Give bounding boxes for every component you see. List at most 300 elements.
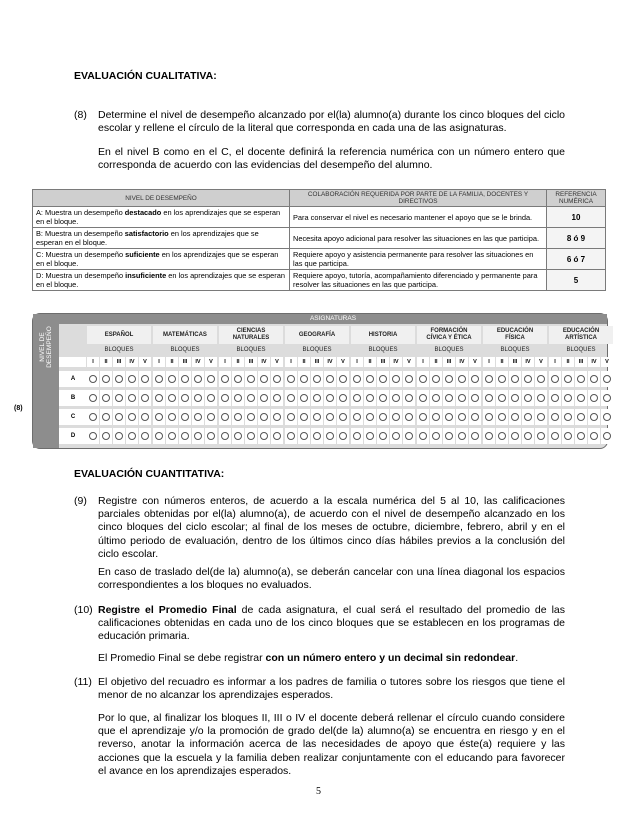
level-circle[interactable] [458, 413, 466, 421]
level-circle[interactable] [551, 413, 559, 421]
level-circle[interactable] [221, 394, 229, 402]
level-cell [337, 428, 349, 444]
level-cell [271, 371, 283, 387]
level-circle[interactable] [353, 432, 361, 440]
level-circle[interactable] [577, 375, 585, 383]
subject-header: ESPAÑOL [87, 326, 151, 344]
subject-header: HISTORIA [351, 326, 415, 344]
item-8-number: (8) [74, 109, 87, 121]
level-cell [601, 409, 613, 425]
level-circle[interactable] [89, 432, 97, 440]
level-circle[interactable] [141, 394, 149, 402]
level-cell [456, 409, 468, 425]
header-nivel: NIVEL DE DESEMPEÑO [33, 190, 290, 207]
level-cell [245, 371, 257, 387]
level-circle[interactable] [419, 394, 427, 402]
level-circle[interactable] [128, 375, 136, 383]
level-cell [496, 428, 508, 444]
level-circle[interactable] [524, 394, 532, 402]
level-cell [179, 371, 191, 387]
level-cell [588, 390, 600, 406]
level-circle[interactable] [260, 394, 268, 402]
level-circle[interactable] [207, 413, 215, 421]
level-circle[interactable] [485, 394, 493, 402]
level-cell [469, 390, 481, 406]
subject-header: MATEMÁTICAS [153, 326, 217, 344]
nivel-cell: A: Muestra un desempeño destacado en los aprendizajes que se esperan en el bloque. [33, 207, 290, 228]
level-circle[interactable] [445, 413, 453, 421]
level-circle[interactable] [326, 375, 334, 383]
level-circle[interactable] [168, 432, 176, 440]
level-cell [232, 390, 244, 406]
bloques-label: BLOQUES [434, 347, 464, 353]
level-circle[interactable] [313, 432, 321, 440]
level-circle[interactable] [300, 413, 308, 421]
table-row [33, 249, 606, 270]
level-circle[interactable] [524, 432, 532, 440]
level-circle[interactable] [485, 413, 493, 421]
level-circle[interactable] [181, 394, 189, 402]
level-circle[interactable] [141, 375, 149, 383]
bloque-roman-numeral: III [377, 357, 389, 367]
level-circle[interactable] [313, 413, 321, 421]
subject-header: CIENCIAS NATURALES [219, 326, 283, 344]
item-9-paragraph-1: Registre con números enteros, de acuerdo a la escala numérica del 5 al 10, las calificaciones parciales obtenidas por el(la) alumno(a), de acuerdo con el nivel de desempeño alcanzado en los cinco bloques del ciclo escolar; al final de los meses de octubre, diciembre, febrero, abril y en el último periodo de evaluación, dentro de los últimos cinco días hábiles previos a la conclusión del ciclo escolar. [98, 495, 565, 560]
level-circle[interactable] [102, 432, 110, 440]
level-circle[interactable] [326, 394, 334, 402]
level-circle[interactable] [207, 375, 215, 383]
level-cell [285, 371, 297, 387]
level-circle[interactable] [207, 394, 215, 402]
level-cell [549, 409, 561, 425]
level-circle[interactable] [168, 413, 176, 421]
bloque-roman-numeral: III [443, 357, 455, 367]
level-cell [258, 390, 270, 406]
table-row [33, 228, 606, 249]
level-circle[interactable] [128, 413, 136, 421]
level-row-label: B [59, 390, 87, 406]
level-cell [403, 390, 415, 406]
level-circle[interactable] [419, 375, 427, 383]
level-circle[interactable] [524, 375, 532, 383]
level-circle[interactable] [260, 375, 268, 383]
level-cell [205, 409, 217, 425]
level-circle[interactable] [115, 432, 123, 440]
bloque-roman-numeral: V [337, 357, 349, 367]
level-circle[interactable] [221, 413, 229, 421]
level-cell [443, 390, 455, 406]
level-circle[interactable] [564, 413, 572, 421]
level-cell [496, 371, 508, 387]
level-circle[interactable] [89, 394, 97, 402]
header-referencia: REFERENCIA NUMÉRICA [547, 190, 606, 207]
level-circle[interactable] [432, 394, 440, 402]
level-circle[interactable] [551, 375, 559, 383]
level-cell [324, 371, 336, 387]
header-colaboracion: COLABORACIÓN REQUERIDA POR PARTE DE LA FAMILIA, DOCENTES Y DIRECTIVOS [290, 190, 547, 207]
level-circle[interactable] [339, 375, 347, 383]
level-circle[interactable] [115, 413, 123, 421]
bloque-roman-numeral: II [298, 357, 310, 367]
level-cell [483, 390, 495, 406]
subject-header: EDUCACIÓN ARTÍSTICA [549, 326, 613, 344]
level-circle[interactable] [379, 375, 387, 383]
level-circle[interactable] [326, 413, 334, 421]
level-circle[interactable] [524, 413, 532, 421]
level-cell [87, 428, 99, 444]
level-circle[interactable] [498, 413, 506, 421]
level-cell [87, 390, 99, 406]
level-circle[interactable] [181, 375, 189, 383]
level-circle[interactable] [445, 394, 453, 402]
ref-cell: 5 [547, 270, 606, 291]
colab-cell: Para conservar el nivel es necesario mantener el apoyo que se le brinda. [290, 207, 547, 228]
bloque-roman-numeral: IV [126, 357, 138, 367]
level-circle[interactable] [603, 432, 611, 440]
level-circle[interactable] [511, 413, 519, 421]
level-circle[interactable] [590, 375, 598, 383]
level-circle[interactable] [155, 432, 163, 440]
table-row [33, 270, 606, 291]
level-circle[interactable] [590, 394, 598, 402]
level-cell [245, 409, 257, 425]
bloque-roman-numeral: III [245, 357, 257, 367]
level-circle[interactable] [234, 394, 242, 402]
level-circle[interactable] [366, 394, 374, 402]
level-circle[interactable] [194, 375, 202, 383]
level-cell [575, 371, 587, 387]
level-circle[interactable] [458, 432, 466, 440]
level-circle[interactable] [115, 394, 123, 402]
level-circle[interactable] [313, 375, 321, 383]
level-cell [443, 371, 455, 387]
level-circle[interactable] [511, 394, 519, 402]
table-row [33, 207, 606, 228]
level-cell [126, 409, 138, 425]
level-circle[interactable] [128, 394, 136, 402]
level-circle[interactable] [353, 375, 361, 383]
level-circle[interactable] [89, 413, 97, 421]
level-circle[interactable] [234, 375, 242, 383]
level-circle[interactable] [537, 432, 545, 440]
level-circle[interactable] [405, 394, 413, 402]
level-cell [377, 428, 389, 444]
level-cell [245, 390, 257, 406]
level-cell [469, 428, 481, 444]
bloque-roman-numeral: III [311, 357, 323, 367]
level-cell [337, 409, 349, 425]
level-circle[interactable] [392, 394, 400, 402]
level-circle[interactable] [155, 375, 163, 383]
level-cell [298, 390, 310, 406]
subject-header: FORMACIÓN CÍVICA Y ÉTICA [417, 326, 481, 344]
level-circle[interactable] [485, 432, 493, 440]
level-cell [153, 409, 165, 425]
level-circle[interactable] [247, 432, 255, 440]
level-circle[interactable] [537, 375, 545, 383]
level-cell [126, 428, 138, 444]
level-circle[interactable] [564, 394, 572, 402]
level-cell [417, 390, 429, 406]
level-circle[interactable] [273, 394, 281, 402]
item-8-paragraph-2: En el nivel B como en el C, el docente definirá la referencia numérica con un número entero que corresponda de acuerdo con las evidencias del desempeño del alumno. [98, 146, 565, 172]
level-circle[interactable] [392, 375, 400, 383]
level-cell [232, 371, 244, 387]
level-circle[interactable] [471, 413, 479, 421]
bloque-roman-numeral: II [496, 357, 508, 367]
level-row-label: C [59, 409, 87, 425]
level-circle[interactable] [273, 413, 281, 421]
level-circle[interactable] [353, 394, 361, 402]
level-cell [456, 428, 468, 444]
bloque-roman-numeral: V [535, 357, 547, 367]
level-circle[interactable] [234, 432, 242, 440]
level-cell [87, 371, 99, 387]
level-cell [166, 390, 178, 406]
level-circle[interactable] [339, 413, 347, 421]
level-circle[interactable] [287, 375, 295, 383]
level-circle[interactable] [471, 394, 479, 402]
bloque-roman-numeral: IV [324, 357, 336, 367]
level-cell [390, 390, 402, 406]
level-cell [324, 390, 336, 406]
cualitativa-heading: EVALUACIÓN CUALITATIVA: [74, 70, 217, 82]
level-circle[interactable] [485, 375, 493, 383]
level-cell [509, 390, 521, 406]
level-circle[interactable] [287, 413, 295, 421]
level-circle[interactable] [155, 394, 163, 402]
level-circle[interactable] [115, 375, 123, 383]
level-circle[interactable] [221, 432, 229, 440]
level-circle[interactable] [207, 432, 215, 440]
nivel-desempeno-table [32, 189, 606, 291]
level-cell [192, 428, 204, 444]
level-circle[interactable] [366, 413, 374, 421]
level-cell [417, 409, 429, 425]
level-cell [535, 390, 547, 406]
level-cell [522, 390, 534, 406]
level-cell [588, 428, 600, 444]
level-cell [205, 390, 217, 406]
level-cell [271, 428, 283, 444]
level-cell [311, 409, 323, 425]
bloques-label: BLOQUES [170, 347, 200, 353]
level-circle[interactable] [471, 432, 479, 440]
level-circle[interactable] [194, 432, 202, 440]
level-circle[interactable] [247, 413, 255, 421]
level-cell [113, 428, 125, 444]
level-cell [126, 371, 138, 387]
level-circle[interactable] [379, 394, 387, 402]
level-circle[interactable] [590, 413, 598, 421]
bloque-roman-numeral: V [271, 357, 283, 367]
level-circle[interactable] [405, 432, 413, 440]
level-circle[interactable] [445, 432, 453, 440]
level-cell [601, 390, 613, 406]
level-circle[interactable] [141, 413, 149, 421]
level-cell [311, 371, 323, 387]
level-circle[interactable] [168, 394, 176, 402]
nivel-desempeno-label-bar [33, 314, 59, 448]
level-circle[interactable] [379, 413, 387, 421]
level-circle[interactable] [498, 394, 506, 402]
level-cell [113, 371, 125, 387]
bloques-label: BLOQUES [236, 347, 266, 353]
level-cell [430, 371, 442, 387]
level-cell [285, 409, 297, 425]
level-circle[interactable] [471, 375, 479, 383]
level-cell [443, 409, 455, 425]
level-cell [245, 428, 257, 444]
level-cell [87, 409, 99, 425]
level-circle[interactable] [339, 394, 347, 402]
level-cell [311, 428, 323, 444]
level-cell [377, 371, 389, 387]
level-circle[interactable] [511, 432, 519, 440]
level-circle[interactable] [577, 394, 585, 402]
level-circle[interactable] [353, 413, 361, 421]
level-circle[interactable] [102, 375, 110, 383]
level-circle[interactable] [300, 394, 308, 402]
level-circle[interactable] [432, 432, 440, 440]
level-circle[interactable] [603, 394, 611, 402]
level-circle[interactable] [392, 432, 400, 440]
level-circle[interactable] [155, 413, 163, 421]
level-cell [456, 371, 468, 387]
level-circle[interactable] [234, 413, 242, 421]
bloques-label: BLOQUES [302, 347, 332, 353]
bloque-roman-numeral: V [139, 357, 151, 367]
level-circle[interactable] [194, 394, 202, 402]
colab-cell: Requiere apoyo y asistencia permanente para resolver las situaciones en las que participa. [290, 249, 547, 270]
level-circle[interactable] [247, 375, 255, 383]
level-cell [298, 428, 310, 444]
level-circle[interactable] [273, 375, 281, 383]
bloque-roman-numeral: IV [456, 357, 468, 367]
level-circle[interactable] [194, 413, 202, 421]
level-circle[interactable] [577, 413, 585, 421]
level-cell [139, 428, 151, 444]
level-circle[interactable] [564, 432, 572, 440]
level-cell [483, 409, 495, 425]
level-circle[interactable] [102, 413, 110, 421]
romans-corner-cell [59, 357, 86, 367]
nivel-cell: C: Muestra un desempeño suficiente en los aprendizajes que se esperan en el bloque. [33, 249, 290, 270]
bloque-roman-numeral: II [364, 357, 376, 367]
bloque-roman-numeral: I [285, 357, 297, 367]
asignaturas-grid [32, 313, 608, 449]
ref-cell: 10 [547, 207, 606, 228]
level-circle[interactable] [260, 413, 268, 421]
level-cell [113, 390, 125, 406]
level-cell [192, 390, 204, 406]
level-circle[interactable] [537, 394, 545, 402]
bloques-label: BLOQUES [566, 347, 596, 353]
bloque-roman-numeral: IV [192, 357, 204, 367]
level-circle[interactable] [419, 413, 427, 421]
level-circle[interactable] [498, 375, 506, 383]
level-circle[interactable] [432, 413, 440, 421]
level-circle[interactable] [221, 375, 229, 383]
level-circle[interactable] [551, 432, 559, 440]
level-cell [469, 371, 481, 387]
level-circle[interactable] [603, 413, 611, 421]
page-number: 5 [316, 786, 321, 797]
bloque-roman-numeral: IV [258, 357, 270, 367]
level-circle[interactable] [287, 394, 295, 402]
level-cell [192, 409, 204, 425]
level-circle[interactable] [445, 375, 453, 383]
level-circle[interactable] [247, 394, 255, 402]
level-circle[interactable] [392, 413, 400, 421]
level-circle[interactable] [405, 375, 413, 383]
level-circle[interactable] [260, 432, 268, 440]
level-circle[interactable] [564, 375, 572, 383]
level-circle[interactable] [141, 432, 149, 440]
level-cell [153, 371, 165, 387]
level-cell [179, 428, 191, 444]
level-circle[interactable] [300, 432, 308, 440]
level-cell [232, 409, 244, 425]
asignaturas-label: ASIGNATURAS [59, 314, 607, 324]
level-cell [417, 428, 429, 444]
level-circle[interactable] [511, 375, 519, 383]
level-circle[interactable] [458, 375, 466, 383]
level-cell [601, 428, 613, 444]
level-cell [588, 371, 600, 387]
level-cell [351, 371, 363, 387]
level-circle[interactable] [577, 432, 585, 440]
level-circle[interactable] [405, 413, 413, 421]
level-cell [549, 390, 561, 406]
level-circle[interactable] [326, 432, 334, 440]
level-cell [100, 428, 112, 444]
level-cell [535, 409, 547, 425]
level-circle[interactable] [89, 375, 97, 383]
level-cell [324, 428, 336, 444]
level-circle[interactable] [128, 432, 136, 440]
level-cell [549, 371, 561, 387]
level-circle[interactable] [551, 394, 559, 402]
level-circle[interactable] [458, 394, 466, 402]
level-circle[interactable] [379, 432, 387, 440]
level-cell [126, 390, 138, 406]
level-circle[interactable] [432, 375, 440, 383]
level-circle[interactable] [168, 375, 176, 383]
item-9-paragraph-2: En caso de traslado del(de la) alumno(a), se deberán cancelar con una línea diagonal los espacios correspondientes a los bloques no evaluados. [98, 566, 565, 592]
level-circle[interactable] [313, 394, 321, 402]
level-circle[interactable] [603, 375, 611, 383]
level-circle[interactable] [102, 394, 110, 402]
level-circle[interactable] [590, 432, 598, 440]
level-circle[interactable] [366, 432, 374, 440]
level-circle[interactable] [419, 432, 427, 440]
level-cell [390, 428, 402, 444]
level-circle[interactable] [537, 413, 545, 421]
level-cell [535, 428, 547, 444]
level-circle[interactable] [287, 432, 295, 440]
level-circle[interactable] [339, 432, 347, 440]
bloque-roman-numeral: I [483, 357, 495, 367]
level-circle[interactable] [273, 432, 281, 440]
bloque-roman-numeral: I [219, 357, 231, 367]
level-cell [219, 390, 231, 406]
level-circle[interactable] [181, 413, 189, 421]
level-circle[interactable] [498, 432, 506, 440]
level-circle[interactable] [181, 432, 189, 440]
level-circle[interactable] [300, 375, 308, 383]
level-circle[interactable] [366, 375, 374, 383]
